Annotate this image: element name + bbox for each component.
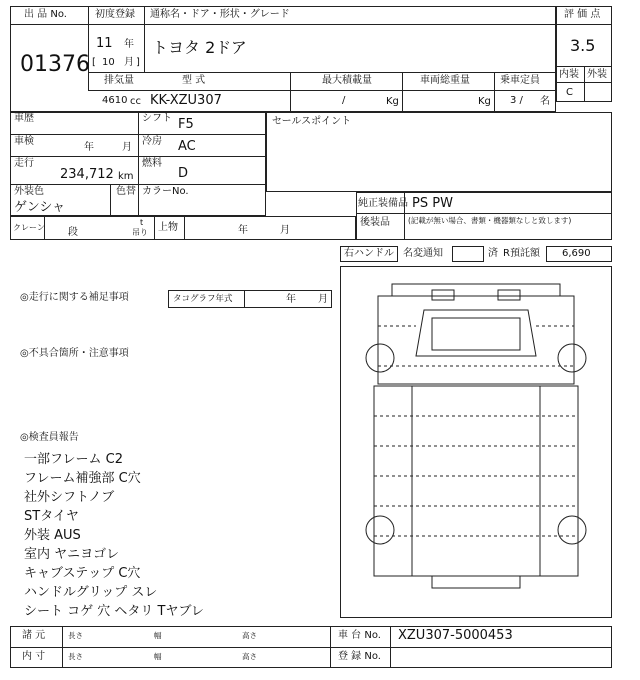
tyre-front-right bbox=[558, 344, 586, 372]
capacity-unit: 名 bbox=[540, 96, 550, 107]
aftermarket-label: 後装品 bbox=[360, 217, 390, 228]
mileage-value: 234,712 bbox=[60, 167, 114, 182]
interior-length: 長さ bbox=[68, 652, 83, 661]
report-line: 室内 ヤニヨゴレ bbox=[24, 547, 120, 562]
month-bracket-open: [ bbox=[92, 57, 96, 68]
report-line: シート コゲ 穴 ヘタリ Tヤブレ bbox=[24, 604, 204, 619]
inspection-month: 月 bbox=[122, 142, 132, 153]
interior-width: 幅 bbox=[154, 652, 162, 661]
right-hand-label: 右ハンドル bbox=[344, 248, 394, 259]
defects-heading: ◎不具合箇所・注意事項 bbox=[20, 348, 129, 359]
exterior-label: 外装 bbox=[587, 69, 607, 80]
tachograph-year: 年 bbox=[286, 294, 296, 305]
report-line: キャブステップ C穴 bbox=[24, 566, 141, 581]
name-grade-label: 通称名・ドア・形状・グレード bbox=[150, 9, 290, 20]
capacity-value: 3 / bbox=[510, 95, 523, 106]
lot-no-label: 出 品 No. bbox=[24, 9, 67, 20]
tyre-rear-right bbox=[558, 516, 586, 544]
shift-value: F5 bbox=[178, 117, 194, 132]
reg-no-label: 登 録 No. bbox=[338, 651, 381, 662]
report-line: 一部フレーム C2 bbox=[24, 452, 123, 467]
aftermarket-note: (記載が無い場合、書類・機器類なしと致します) bbox=[408, 216, 572, 225]
cooler-label: 冷房 bbox=[142, 136, 162, 147]
report-line: 社外シフトノブ bbox=[24, 490, 115, 505]
first-reg-label: 初度登録 bbox=[95, 9, 135, 20]
stage-label: 段 bbox=[68, 227, 78, 238]
km-unit: km bbox=[118, 171, 134, 182]
genuine-equip-label: 純正装備品 bbox=[358, 198, 408, 209]
upper-label: 上物 bbox=[158, 222, 178, 233]
model-value: KK-XZU307 bbox=[150, 93, 222, 108]
dims-label: 諸 元 bbox=[22, 630, 46, 641]
cooler-value: AC bbox=[178, 139, 196, 154]
tyre-rear-left bbox=[366, 516, 394, 544]
equipment-value: PS PW bbox=[412, 196, 453, 211]
interior-dims-label: 内 寸 bbox=[22, 651, 46, 662]
cab-roof bbox=[432, 318, 520, 350]
dims-height: 高さ bbox=[242, 631, 257, 640]
recycle-amount: 6,690 bbox=[562, 248, 591, 259]
displacement-label: 排気量 bbox=[104, 75, 134, 86]
interior-grade: C bbox=[566, 87, 573, 98]
capacity-label: 乗車定員 bbox=[500, 75, 540, 86]
score-label: 評 価 点 bbox=[564, 9, 601, 20]
interior-height: 高さ bbox=[242, 652, 257, 661]
year-unit: 年 bbox=[124, 39, 134, 50]
max-load-label: 最大積載量 bbox=[322, 75, 372, 86]
bed-inner bbox=[412, 386, 540, 576]
tachograph-month: 月 bbox=[318, 294, 328, 305]
dims-length: 長さ bbox=[68, 631, 83, 640]
cab-outline bbox=[378, 296, 574, 384]
ext-color-label: 外装色 bbox=[14, 186, 44, 197]
dims-width: 幅 bbox=[154, 631, 162, 640]
hoist-label: 吊り bbox=[132, 228, 148, 237]
mirror-left bbox=[432, 290, 454, 300]
tons-label: t bbox=[140, 218, 144, 227]
first-reg-month: 10 bbox=[102, 57, 115, 68]
chassis-no-value: XZU307-5000453 bbox=[398, 628, 513, 643]
tyre-front-left bbox=[366, 344, 394, 372]
cab-front bbox=[392, 284, 560, 296]
mirror-right bbox=[498, 290, 520, 300]
tachograph-label: タコグラフ年式 bbox=[173, 294, 233, 304]
name-change-box bbox=[452, 246, 484, 262]
report-line: 外装 AUS bbox=[24, 528, 81, 543]
score-value: 3.5 bbox=[570, 36, 596, 55]
shift-label: シフト bbox=[142, 113, 172, 124]
model-label: 型 式 bbox=[182, 75, 206, 86]
name-change-label: 名変通知 bbox=[403, 248, 443, 259]
gross-weight-unit: Kg bbox=[478, 96, 491, 107]
fuel-label: 燃料 bbox=[142, 158, 162, 169]
bed-outline bbox=[374, 386, 578, 576]
report-line: STタイヤ bbox=[24, 509, 79, 524]
chassis-no-label: 車 台 No. bbox=[338, 630, 381, 641]
tailgate bbox=[432, 576, 520, 588]
supplement-heading: ◎走行に関する補足事項 bbox=[20, 292, 129, 303]
gross-weight-label: 車両総重量 bbox=[420, 75, 470, 86]
cc-unit: cc bbox=[130, 96, 141, 107]
history-label: 車歴 bbox=[14, 113, 34, 124]
month-unit: 月 bbox=[124, 57, 134, 68]
upper-month: 月 bbox=[280, 225, 290, 236]
report-line: フレーム補強部 C穴 bbox=[24, 471, 141, 486]
recycle-label: R預託額 bbox=[503, 248, 540, 259]
mileage-label: 走行 bbox=[14, 158, 34, 169]
color-code-label: カラーNo. bbox=[142, 186, 189, 197]
vehicle-name: トヨタ 2ドア bbox=[152, 38, 247, 57]
crane-label: クレーン bbox=[13, 223, 45, 232]
windshield bbox=[416, 310, 536, 356]
selling-point-label: セールスポイント bbox=[272, 116, 352, 127]
lot-no-value: 01376 bbox=[20, 52, 90, 77]
max-load-slash: / bbox=[342, 95, 346, 106]
crane-row bbox=[10, 216, 356, 240]
upper-year: 年 bbox=[238, 225, 248, 236]
max-load-unit: Kg bbox=[386, 96, 399, 107]
color-no-label: 色替 bbox=[116, 186, 136, 197]
inspector-report-heading: ◎検査員報告 bbox=[20, 432, 79, 443]
ext-color-value: ゲンシャ bbox=[14, 200, 66, 215]
report-line: ハンドルグリップ スレ bbox=[24, 585, 158, 600]
truck-diagram bbox=[340, 266, 612, 618]
fuel-value: D bbox=[178, 166, 189, 181]
displacement-value: 4610 bbox=[102, 95, 128, 106]
inspection-year: 年 bbox=[84, 142, 94, 153]
interior-label: 内装 bbox=[559, 69, 579, 80]
month-bracket-close: ] bbox=[136, 57, 140, 68]
first-reg-year: 11 bbox=[96, 36, 113, 51]
recycle-prefix: 済 bbox=[488, 248, 498, 259]
inspection-label: 車検 bbox=[14, 136, 34, 147]
